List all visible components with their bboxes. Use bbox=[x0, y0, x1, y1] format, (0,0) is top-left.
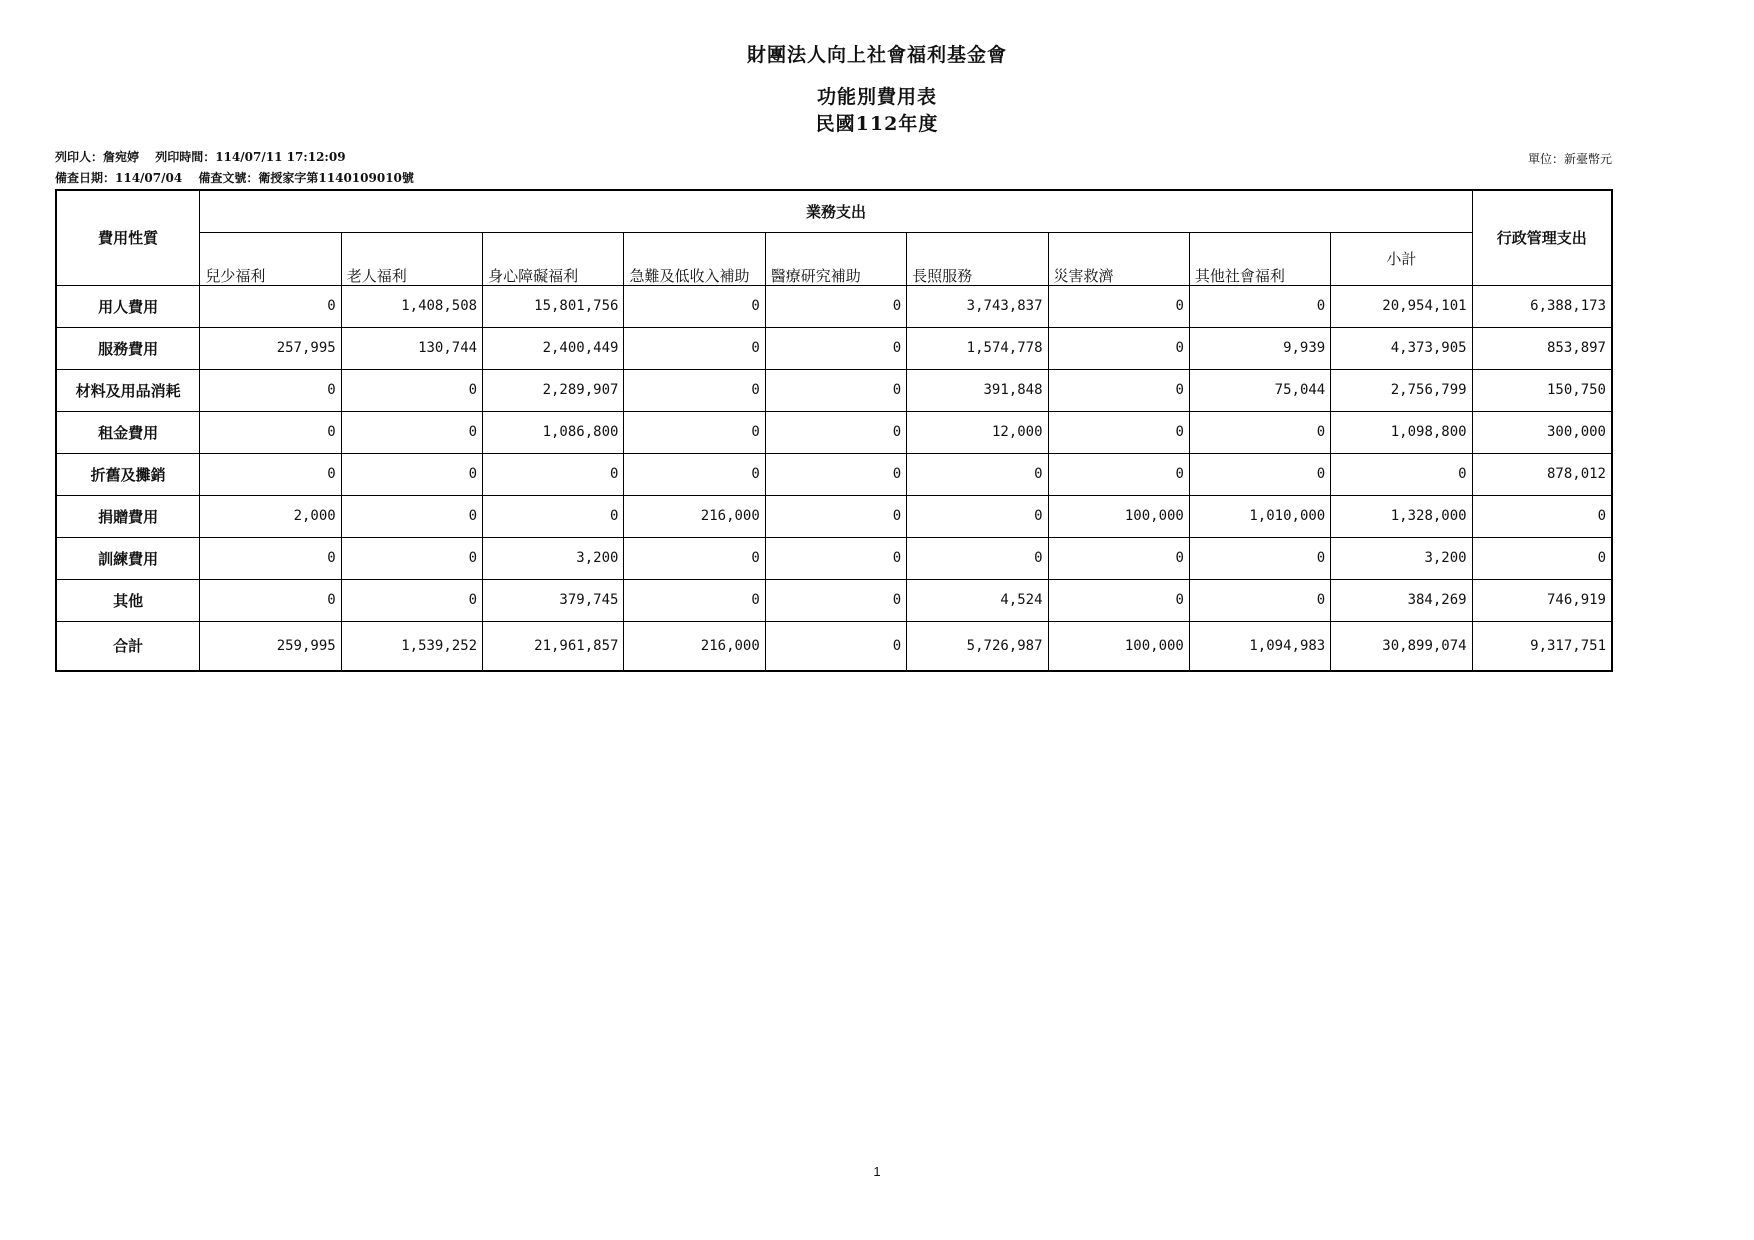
value-cell: 4,524 bbox=[907, 579, 1048, 621]
row-label: 訓練費用 bbox=[56, 537, 200, 579]
value-cell: 0 bbox=[624, 579, 765, 621]
printer-name: 列印人：詹宛婷 bbox=[55, 150, 140, 164]
row-label: 租金費用 bbox=[56, 411, 200, 453]
table-row bbox=[56, 285, 1612, 327]
value-cell: 0 bbox=[765, 453, 906, 495]
table-row bbox=[56, 369, 1612, 411]
table-row bbox=[56, 411, 1612, 453]
value-cell: 0 bbox=[200, 285, 341, 327]
column-header: 身心障礙福利 bbox=[483, 232, 624, 285]
table-row bbox=[56, 579, 1612, 621]
column-header: 老人福利 bbox=[341, 232, 482, 285]
value-cell: 0 bbox=[483, 453, 624, 495]
total-cell: 259,995 bbox=[200, 621, 341, 671]
value-cell: 257,995 bbox=[200, 327, 341, 369]
organization-title: 財團法人向上社會福利基金會 bbox=[746, 44, 1007, 66]
value-cell: 1,574,778 bbox=[907, 327, 1048, 369]
value-cell: 0 bbox=[765, 537, 906, 579]
value-cell: 0 bbox=[765, 327, 906, 369]
subtotal-cell: 20,954,101 bbox=[1331, 285, 1472, 327]
column-header: 災害救濟 bbox=[1048, 232, 1189, 285]
row-label: 服務費用 bbox=[56, 327, 200, 369]
report-title: 功能別費用表 bbox=[816, 86, 937, 108]
subtotal-cell: 3,200 bbox=[1331, 537, 1472, 579]
value-cell: 0 bbox=[341, 411, 482, 453]
value-cell: 0 bbox=[200, 453, 341, 495]
value-cell: 0 bbox=[1189, 537, 1330, 579]
value-cell: 0 bbox=[200, 537, 341, 579]
table-row bbox=[56, 453, 1612, 495]
value-cell: 0 bbox=[907, 537, 1048, 579]
column-header: 長照服務 bbox=[907, 232, 1048, 285]
print-info bbox=[55, 148, 358, 165]
value-cell: 0 bbox=[1189, 453, 1330, 495]
subtotal-cell: 2,756,799 bbox=[1331, 369, 1472, 411]
value-cell: 12,000 bbox=[907, 411, 1048, 453]
currency-unit: 單位：新臺幣元 bbox=[1527, 152, 1612, 166]
total-label: 合計 bbox=[56, 621, 200, 671]
value-cell: 1,010,000 bbox=[1189, 495, 1330, 537]
subtotal-cell: 4,373,905 bbox=[1331, 327, 1472, 369]
functional-expense-table bbox=[55, 189, 1613, 672]
value-cell: 0 bbox=[907, 453, 1048, 495]
value-cell: 0 bbox=[624, 327, 765, 369]
row-label: 捐贈費用 bbox=[56, 495, 200, 537]
row-label: 折舊及攤銷 bbox=[56, 453, 200, 495]
subtotal-cell: 1,098,800 bbox=[1331, 411, 1472, 453]
total-subtotal-cell: 30,899,074 bbox=[1331, 621, 1472, 671]
value-cell: 0 bbox=[765, 369, 906, 411]
subtotal-cell: 0 bbox=[1331, 453, 1472, 495]
value-cell: 0 bbox=[765, 411, 906, 453]
total-row bbox=[56, 621, 1612, 671]
table-body bbox=[56, 285, 1612, 671]
value-cell: 1,086,800 bbox=[483, 411, 624, 453]
value-cell: 0 bbox=[765, 495, 906, 537]
value-cell: 216,000 bbox=[624, 495, 765, 537]
value-cell: 9,939 bbox=[1189, 327, 1330, 369]
total-cell: 100,000 bbox=[1048, 621, 1189, 671]
total-cell: 0 bbox=[765, 621, 906, 671]
business-expense-header: 業務支出 bbox=[200, 190, 1472, 232]
value-cell: 0 bbox=[200, 411, 341, 453]
value-cell: 0 bbox=[483, 495, 624, 537]
total-cell: 1,094,983 bbox=[1189, 621, 1330, 671]
column-header: 其他社會福利 bbox=[1189, 232, 1330, 285]
total-cell: 216,000 bbox=[624, 621, 765, 671]
value-cell: 2,289,907 bbox=[483, 369, 624, 411]
value-cell: 0 bbox=[765, 285, 906, 327]
admin-cell: 300,000 bbox=[1472, 411, 1612, 453]
value-cell: 0 bbox=[1189, 579, 1330, 621]
column-header: 醫療研究補助 bbox=[765, 232, 906, 285]
table-row bbox=[56, 537, 1612, 579]
value-cell: 3,743,837 bbox=[907, 285, 1048, 327]
value-cell: 0 bbox=[1048, 453, 1189, 495]
value-cell: 0 bbox=[341, 579, 482, 621]
value-cell: 0 bbox=[341, 537, 482, 579]
value-cell: 0 bbox=[765, 579, 906, 621]
admin-cell: 0 bbox=[1472, 537, 1612, 579]
subtotal-header: 小計 bbox=[1331, 232, 1472, 285]
value-cell: 0 bbox=[341, 453, 482, 495]
table-row bbox=[56, 495, 1612, 537]
admin-cell: 878,012 bbox=[1472, 453, 1612, 495]
value-cell: 0 bbox=[1189, 285, 1330, 327]
print-time: 列印時間：114/07/11 17:12:09 bbox=[155, 150, 346, 164]
filing-number: 備查文號：衛授家字第1140109010號 bbox=[198, 171, 414, 185]
total-cell: 21,961,857 bbox=[483, 621, 624, 671]
value-cell: 100,000 bbox=[1048, 495, 1189, 537]
total-cell: 5,726,987 bbox=[907, 621, 1048, 671]
value-cell: 391,848 bbox=[907, 369, 1048, 411]
column-header: 兒少福利 bbox=[200, 232, 341, 285]
value-cell: 0 bbox=[1048, 285, 1189, 327]
total-cell: 1,539,252 bbox=[341, 621, 482, 671]
admin-cell: 0 bbox=[1472, 495, 1612, 537]
value-cell: 0 bbox=[341, 369, 482, 411]
filing-date: 備查日期：114/07/04 bbox=[55, 171, 183, 185]
value-cell: 0 bbox=[624, 285, 765, 327]
admin-cell: 853,897 bbox=[1472, 327, 1612, 369]
value-cell: 0 bbox=[200, 369, 341, 411]
value-cell: 0 bbox=[341, 495, 482, 537]
value-cell: 15,801,756 bbox=[483, 285, 624, 327]
report-period: 民國112年度 bbox=[815, 113, 939, 135]
total-admin-cell: 9,317,751 bbox=[1472, 621, 1612, 671]
value-cell: 0 bbox=[1048, 579, 1189, 621]
value-cell: 0 bbox=[1048, 537, 1189, 579]
subtotal-cell: 1,328,000 bbox=[1331, 495, 1472, 537]
value-cell: 0 bbox=[624, 411, 765, 453]
value-cell: 0 bbox=[624, 537, 765, 579]
value-cell: 0 bbox=[907, 495, 1048, 537]
value-cell: 0 bbox=[1048, 411, 1189, 453]
filing-info bbox=[55, 169, 426, 186]
value-cell: 75,044 bbox=[1189, 369, 1330, 411]
value-cell: 3,200 bbox=[483, 537, 624, 579]
value-cell: 0 bbox=[1048, 327, 1189, 369]
admin-expense-header: 行政管理支出 bbox=[1472, 190, 1612, 285]
admin-cell: 150,750 bbox=[1472, 369, 1612, 411]
subtotal-cell: 384,269 bbox=[1331, 579, 1472, 621]
report-header bbox=[0, 40, 1754, 138]
value-cell: 0 bbox=[200, 579, 341, 621]
page-number: 1 bbox=[873, 1164, 881, 1179]
admin-cell: 6,388,173 bbox=[1472, 285, 1612, 327]
row-label: 其他 bbox=[56, 579, 200, 621]
value-cell: 0 bbox=[624, 453, 765, 495]
admin-cell: 746,919 bbox=[1472, 579, 1612, 621]
value-cell: 1,408,508 bbox=[341, 285, 482, 327]
value-cell: 0 bbox=[1048, 369, 1189, 411]
corner-header: 費用性質 bbox=[56, 190, 200, 285]
value-cell: 0 bbox=[624, 369, 765, 411]
table-row bbox=[56, 327, 1612, 369]
value-cell: 130,744 bbox=[341, 327, 482, 369]
row-label: 材料及用品消耗 bbox=[56, 369, 200, 411]
value-cell: 0 bbox=[1189, 411, 1330, 453]
row-label: 用人費用 bbox=[56, 285, 200, 327]
value-cell: 2,400,449 bbox=[483, 327, 624, 369]
value-cell: 379,745 bbox=[483, 579, 624, 621]
column-header: 急難及低收入補助 bbox=[624, 232, 765, 285]
value-cell: 2,000 bbox=[200, 495, 341, 537]
